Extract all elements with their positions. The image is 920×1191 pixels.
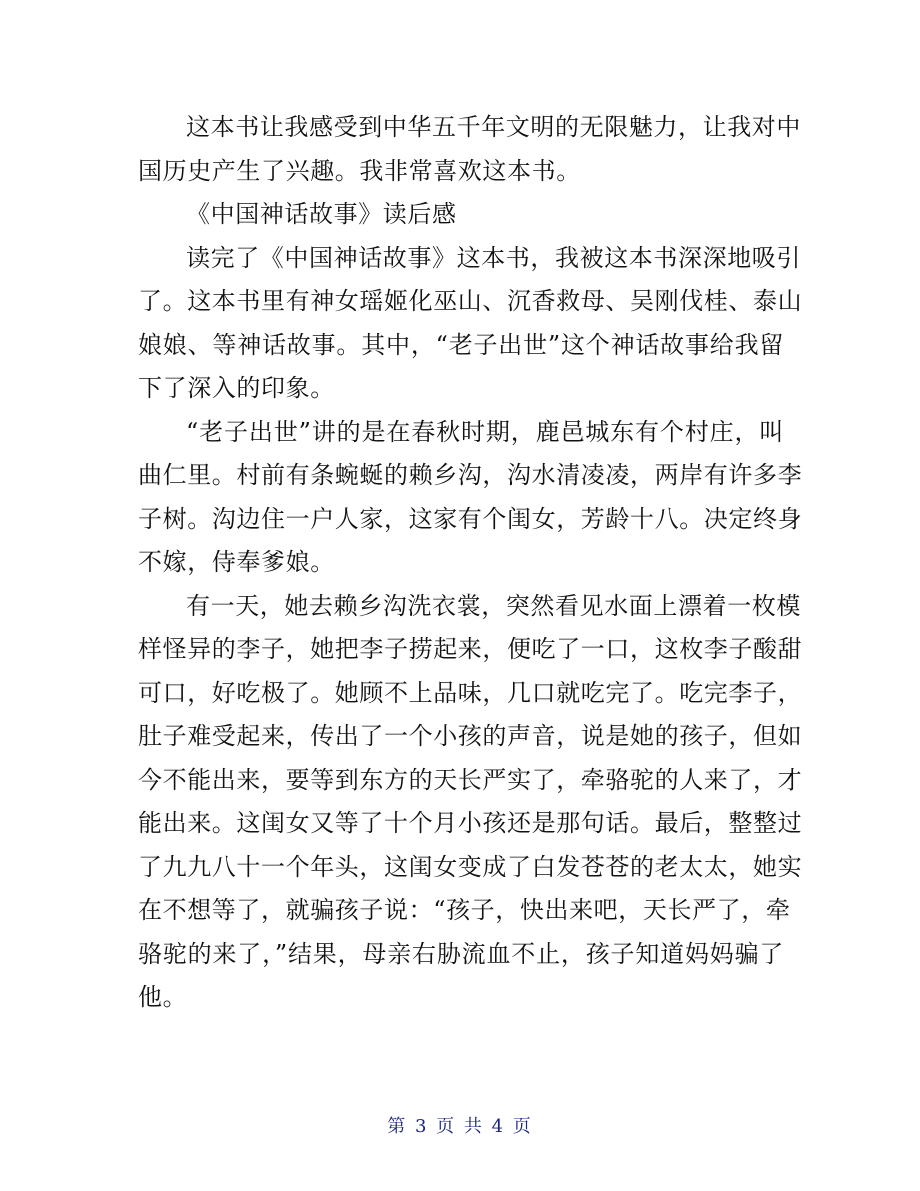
text-line: 下了深入的印象。 xyxy=(138,374,335,402)
text-line: 不嫁，侍奉爹娘。 xyxy=(138,548,335,576)
text-line: 了九九八十一个年头，这闺女变成了白发苍苍的老太太，她实 xyxy=(138,852,803,881)
text-line: 读完了《中国神话故事》这本书，我被这本书深深地吸引 xyxy=(186,243,801,272)
section-title: 《中国神话故事》读后感 xyxy=(186,200,457,228)
text-line: 国历史产生了兴趣。我非常喜欢这本书。 xyxy=(138,156,581,185)
text-line: 可口，好吃极了。她顾不上品味，几口就吃完了。吃完李子， xyxy=(138,678,803,707)
page-number-footer: 第 3 页 共 4 页 xyxy=(387,1116,533,1137)
text-line: 这本书让我感受到中华五千年文明的无限魅力，让我对中 xyxy=(186,113,801,141)
text-line: 子树。沟边住一户人家，这家有个闺女，芳龄十八。决定终身 xyxy=(138,504,803,533)
text-line: 样怪异的李子，她把李子捞起来，便吃了一口，这枚李子酸甜 xyxy=(138,635,803,663)
text-line: 了。这本书里有神女瑶姬化巫山、沉香救母、吴刚伐桂、泰山 xyxy=(138,287,803,315)
text-line: 娘娘、等神话故事。其中，“老子出世”这个神话故事给我留 xyxy=(138,330,784,359)
text-line: 今不能出来，要等到东方的天长严实了，牵骆驼的人来了，才 xyxy=(138,765,803,794)
text-line: 有一天，她去赖乡沟洗衣裳，突然看见水面上漂着一枚模 xyxy=(186,591,801,620)
text-line: 能出来。这闺女又等了十个月小孩还是那句话。最后，整整过 xyxy=(138,809,803,837)
text-line: 他。 xyxy=(138,983,188,1011)
text-line: 曲仁里。村前有条蜿蜒的赖乡沟，沟水清凌凌，两岸有许多李 xyxy=(138,461,803,489)
text-line: 肚子难受起来，传出了一个小孩的声音，说是她的孩子，但如 xyxy=(138,722,803,750)
text-line: 骆驼的来了，”结果，母亲右胁流血不止，孩子知道妈妈骗了 xyxy=(138,939,784,968)
text-line: 在不想等了，就骗孩子说：“孩子，快出来吧，天长严了，牵 xyxy=(138,896,791,924)
text-line: “老子出世”讲的是在春秋时期，鹿邑城东有个村庄，叫 xyxy=(186,417,784,446)
document-body xyxy=(138,106,803,1020)
